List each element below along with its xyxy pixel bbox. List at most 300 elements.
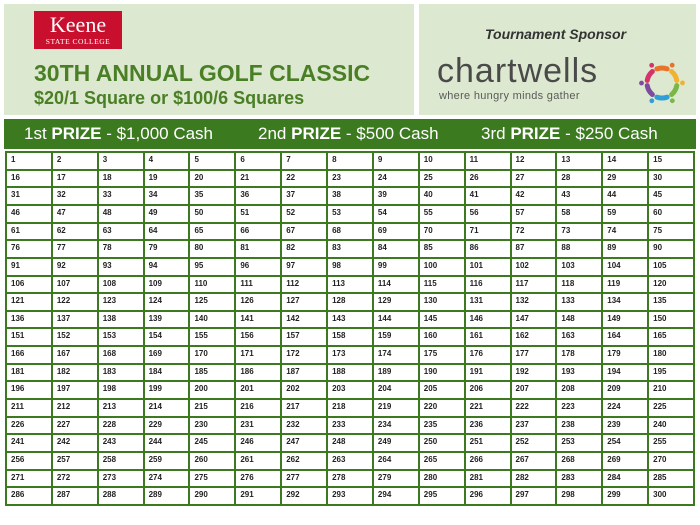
grid-square: 299 bbox=[602, 487, 648, 505]
grid-square: 27 bbox=[511, 170, 557, 188]
grid-square: 115 bbox=[419, 276, 465, 294]
grid-square: 126 bbox=[235, 293, 281, 311]
grid-square: 220 bbox=[419, 399, 465, 417]
grid-square: 142 bbox=[281, 311, 327, 329]
grid-square: 103 bbox=[556, 258, 602, 276]
grid-square: 135 bbox=[648, 293, 694, 311]
grid-square: 90 bbox=[648, 240, 694, 258]
grid-square: 97 bbox=[281, 258, 327, 276]
prize-word: PRIZE bbox=[51, 124, 102, 143]
grid-square: 56 bbox=[465, 205, 511, 223]
grid-square: 80 bbox=[189, 240, 235, 258]
grid-square: 178 bbox=[556, 346, 602, 364]
grid-square: 288 bbox=[98, 487, 144, 505]
grid-square: 161 bbox=[465, 328, 511, 346]
grid-square: 273 bbox=[98, 470, 144, 488]
grid-square: 128 bbox=[327, 293, 373, 311]
grid-square: 83 bbox=[327, 240, 373, 258]
grid-square: 201 bbox=[235, 381, 281, 399]
grid-square: 164 bbox=[602, 328, 648, 346]
grid-square: 99 bbox=[373, 258, 419, 276]
grid-square: 54 bbox=[373, 205, 419, 223]
grid-square: 202 bbox=[281, 381, 327, 399]
grid-square: 38 bbox=[327, 187, 373, 205]
grid-square: 148 bbox=[556, 311, 602, 329]
grid-square: 180 bbox=[648, 346, 694, 364]
sponsor-panel bbox=[419, 4, 696, 115]
grid-square: 76 bbox=[6, 240, 52, 258]
grid-square: 69 bbox=[373, 223, 419, 241]
grid-square: 100 bbox=[419, 258, 465, 276]
grid-square: 109 bbox=[144, 276, 190, 294]
grid-square: 110 bbox=[189, 276, 235, 294]
grid-square: 66 bbox=[235, 223, 281, 241]
grid-square: 257 bbox=[52, 452, 98, 470]
grid-square: 187 bbox=[281, 364, 327, 382]
grid-square: 269 bbox=[602, 452, 648, 470]
grid-square: 224 bbox=[602, 399, 648, 417]
grid-square: 160 bbox=[419, 328, 465, 346]
grid-square: 91 bbox=[6, 258, 52, 276]
sponsor-brand: chartwells bbox=[437, 52, 599, 90]
grid-square: 240 bbox=[648, 417, 694, 435]
grid-square: 49 bbox=[144, 205, 190, 223]
grid-square: 70 bbox=[419, 223, 465, 241]
grid-square: 166 bbox=[6, 346, 52, 364]
grid-square: 217 bbox=[281, 399, 327, 417]
grid-square: 114 bbox=[373, 276, 419, 294]
grid-square: 92 bbox=[52, 258, 98, 276]
header-panel bbox=[4, 4, 414, 115]
grid-square: 283 bbox=[556, 470, 602, 488]
grid-square: 47 bbox=[52, 205, 98, 223]
emblem-dot bbox=[670, 63, 675, 68]
grid-square: 137 bbox=[52, 311, 98, 329]
grid-square: 186 bbox=[235, 364, 281, 382]
grid-square: 197 bbox=[52, 381, 98, 399]
grid-square: 41 bbox=[465, 187, 511, 205]
prize-first bbox=[24, 124, 213, 144]
grid-square: 6 bbox=[235, 152, 281, 170]
grid-square: 26 bbox=[465, 170, 511, 188]
grid-square: 181 bbox=[6, 364, 52, 382]
grid-square: 258 bbox=[98, 452, 144, 470]
grid-square: 229 bbox=[144, 417, 190, 435]
grid-square: 13 bbox=[556, 152, 602, 170]
grid-square: 193 bbox=[556, 364, 602, 382]
grid-square: 53 bbox=[327, 205, 373, 223]
grid-square: 107 bbox=[52, 276, 98, 294]
grid-square: 184 bbox=[144, 364, 190, 382]
grid-square: 118 bbox=[556, 276, 602, 294]
grid-square: 52 bbox=[281, 205, 327, 223]
grid-square: 61 bbox=[6, 223, 52, 241]
prize-amount: - $500 Cash bbox=[345, 124, 439, 143]
grid-square: 3 bbox=[98, 152, 144, 170]
grid-square: 163 bbox=[556, 328, 602, 346]
grid-square: 106 bbox=[6, 276, 52, 294]
grid-square: 169 bbox=[144, 346, 190, 364]
grid-square: 125 bbox=[189, 293, 235, 311]
grid-square: 96 bbox=[235, 258, 281, 276]
grid-square: 2 bbox=[52, 152, 98, 170]
grid-square: 20 bbox=[189, 170, 235, 188]
grid-square: 228 bbox=[98, 417, 144, 435]
grid-square: 260 bbox=[189, 452, 235, 470]
grid-square: 136 bbox=[6, 311, 52, 329]
grid-square: 86 bbox=[465, 240, 511, 258]
grid-square: 28 bbox=[556, 170, 602, 188]
grid-square: 9 bbox=[373, 152, 419, 170]
grid-square: 264 bbox=[373, 452, 419, 470]
grid-square: 119 bbox=[602, 276, 648, 294]
prize-bar bbox=[4, 119, 696, 149]
grid-square: 253 bbox=[556, 434, 602, 452]
logo-name: Keene bbox=[49, 12, 107, 37]
grid-square: 284 bbox=[602, 470, 648, 488]
grid-square: 105 bbox=[648, 258, 694, 276]
grid-square: 194 bbox=[602, 364, 648, 382]
square-grid bbox=[5, 151, 695, 506]
grid-square: 274 bbox=[144, 470, 190, 488]
grid-square: 265 bbox=[419, 452, 465, 470]
emblem-dot bbox=[649, 98, 654, 103]
grid-square: 45 bbox=[648, 187, 694, 205]
grid-square: 73 bbox=[556, 223, 602, 241]
grid-square: 147 bbox=[511, 311, 557, 329]
emblem-arc bbox=[647, 86, 652, 95]
grid-square: 79 bbox=[144, 240, 190, 258]
grid-square: 182 bbox=[52, 364, 98, 382]
prize-amount: - $1,000 Cash bbox=[106, 124, 214, 143]
grid-square: 153 bbox=[98, 328, 144, 346]
grid-square: 8 bbox=[327, 152, 373, 170]
grid-square: 207 bbox=[511, 381, 557, 399]
grid-square: 30 bbox=[648, 170, 694, 188]
grid-square: 154 bbox=[144, 328, 190, 346]
grid-square: 158 bbox=[327, 328, 373, 346]
grid-square: 21 bbox=[235, 170, 281, 188]
grid-square: 84 bbox=[373, 240, 419, 258]
grid-square: 145 bbox=[419, 311, 465, 329]
grid-square: 50 bbox=[189, 205, 235, 223]
grid-square: 15 bbox=[648, 152, 694, 170]
grid-square: 286 bbox=[6, 487, 52, 505]
prize-place: 2nd bbox=[258, 124, 287, 143]
grid-square: 165 bbox=[648, 328, 694, 346]
grid-square: 168 bbox=[98, 346, 144, 364]
grid-square: 149 bbox=[602, 311, 648, 329]
grid-square: 293 bbox=[327, 487, 373, 505]
prize-second bbox=[258, 124, 439, 144]
grid-square: 271 bbox=[6, 470, 52, 488]
grid-square: 42 bbox=[511, 187, 557, 205]
grid-square: 199 bbox=[144, 381, 190, 399]
grid-square: 276 bbox=[235, 470, 281, 488]
grid-square: 192 bbox=[511, 364, 557, 382]
grid-square: 16 bbox=[6, 170, 52, 188]
grid-square: 112 bbox=[281, 276, 327, 294]
prize-amount: - $250 Cash bbox=[565, 124, 658, 143]
grid-square: 58 bbox=[556, 205, 602, 223]
grid-square: 296 bbox=[465, 487, 511, 505]
logo-subtitle: STATE COLLEGE bbox=[45, 37, 111, 46]
grid-square: 280 bbox=[419, 470, 465, 488]
grid-square: 5 bbox=[189, 152, 235, 170]
grid-square: 162 bbox=[511, 328, 557, 346]
grid-square: 22 bbox=[281, 170, 327, 188]
grid-square: 120 bbox=[648, 276, 694, 294]
grid-square: 289 bbox=[144, 487, 190, 505]
grid-square: 211 bbox=[6, 399, 52, 417]
grid-square: 255 bbox=[648, 434, 694, 452]
grid-square: 72 bbox=[511, 223, 557, 241]
grid-square: 238 bbox=[556, 417, 602, 435]
emblem-arc bbox=[657, 97, 667, 98]
grid-square: 190 bbox=[419, 364, 465, 382]
grid-square: 205 bbox=[419, 381, 465, 399]
grid-square: 247 bbox=[281, 434, 327, 452]
grid-square: 262 bbox=[281, 452, 327, 470]
grid-square: 278 bbox=[327, 470, 373, 488]
grid-square: 36 bbox=[235, 187, 281, 205]
grid-square: 134 bbox=[602, 293, 648, 311]
grid-square: 261 bbox=[235, 452, 281, 470]
grid-square: 98 bbox=[327, 258, 373, 276]
grid-square: 219 bbox=[373, 399, 419, 417]
grid-square: 141 bbox=[235, 311, 281, 329]
grid-square: 242 bbox=[52, 434, 98, 452]
grid-square: 157 bbox=[281, 328, 327, 346]
grid-square: 19 bbox=[144, 170, 190, 188]
grid-square: 252 bbox=[511, 434, 557, 452]
grid-square: 37 bbox=[281, 187, 327, 205]
grid-square: 290 bbox=[189, 487, 235, 505]
grid-square: 233 bbox=[327, 417, 373, 435]
grid-square: 51 bbox=[235, 205, 281, 223]
grid-square: 248 bbox=[327, 434, 373, 452]
grid-square: 222 bbox=[511, 399, 557, 417]
grid-square: 231 bbox=[235, 417, 281, 435]
grid-square: 138 bbox=[98, 311, 144, 329]
grid-square: 117 bbox=[511, 276, 557, 294]
grid-square: 131 bbox=[465, 293, 511, 311]
grid-square: 235 bbox=[419, 417, 465, 435]
grid-square: 173 bbox=[327, 346, 373, 364]
grid-square: 241 bbox=[6, 434, 52, 452]
chartwells-emblem-icon bbox=[639, 60, 685, 106]
grid-square: 174 bbox=[373, 346, 419, 364]
grid-square: 236 bbox=[465, 417, 511, 435]
grid-square: 195 bbox=[648, 364, 694, 382]
grid-square: 244 bbox=[144, 434, 190, 452]
emblem-dot bbox=[670, 98, 675, 103]
grid-square: 256 bbox=[6, 452, 52, 470]
grid-square: 124 bbox=[144, 293, 190, 311]
grid-square: 130 bbox=[419, 293, 465, 311]
grid-square: 31 bbox=[6, 187, 52, 205]
grid-square: 152 bbox=[52, 328, 98, 346]
grid-square: 279 bbox=[373, 470, 419, 488]
grid-square: 267 bbox=[511, 452, 557, 470]
grid-square: 218 bbox=[327, 399, 373, 417]
grid-square: 250 bbox=[419, 434, 465, 452]
grid-square: 300 bbox=[648, 487, 694, 505]
grid-square: 59 bbox=[602, 205, 648, 223]
grid-square: 78 bbox=[98, 240, 144, 258]
grid-square: 95 bbox=[189, 258, 235, 276]
grid-square: 249 bbox=[373, 434, 419, 452]
grid-square: 191 bbox=[465, 364, 511, 382]
keene-state-logo bbox=[34, 11, 122, 49]
grid-square: 77 bbox=[52, 240, 98, 258]
grid-square: 254 bbox=[602, 434, 648, 452]
grid-square: 230 bbox=[189, 417, 235, 435]
grid-square: 232 bbox=[281, 417, 327, 435]
grid-square: 81 bbox=[235, 240, 281, 258]
grid-square: 223 bbox=[556, 399, 602, 417]
grid-square: 133 bbox=[556, 293, 602, 311]
grid-square: 10 bbox=[419, 152, 465, 170]
grid-square: 225 bbox=[648, 399, 694, 417]
grid-square: 12 bbox=[511, 152, 557, 170]
event-title: 30TH ANNUAL GOLF CLASSIC bbox=[34, 60, 371, 86]
grid-square: 237 bbox=[511, 417, 557, 435]
grid-square: 29 bbox=[602, 170, 648, 188]
grid-square: 234 bbox=[373, 417, 419, 435]
grid-square: 18 bbox=[98, 170, 144, 188]
grid-square: 263 bbox=[327, 452, 373, 470]
prize-word: PRIZE bbox=[510, 124, 561, 143]
grid-square: 239 bbox=[602, 417, 648, 435]
grid-square: 210 bbox=[648, 381, 694, 399]
emblem-dot bbox=[680, 81, 685, 86]
grid-square: 270 bbox=[648, 452, 694, 470]
grid-square: 62 bbox=[52, 223, 98, 241]
grid-square: 291 bbox=[235, 487, 281, 505]
prize-word: PRIZE bbox=[291, 124, 342, 143]
grid-square: 243 bbox=[98, 434, 144, 452]
grid-square: 65 bbox=[189, 223, 235, 241]
grid-square: 227 bbox=[52, 417, 98, 435]
grid-square: 55 bbox=[419, 205, 465, 223]
grid-square: 179 bbox=[602, 346, 648, 364]
grid-square: 146 bbox=[465, 311, 511, 329]
grid-square: 204 bbox=[373, 381, 419, 399]
emblem-dot bbox=[639, 81, 644, 86]
grid-square: 282 bbox=[511, 470, 557, 488]
grid-square: 89 bbox=[602, 240, 648, 258]
grid-square: 14 bbox=[602, 152, 648, 170]
grid-square: 4 bbox=[144, 152, 190, 170]
grid-square: 275 bbox=[189, 470, 235, 488]
grid-square: 127 bbox=[281, 293, 327, 311]
emblem-arc bbox=[657, 68, 667, 69]
grid-square: 43 bbox=[556, 187, 602, 205]
grid-square: 121 bbox=[6, 293, 52, 311]
grid-square: 129 bbox=[373, 293, 419, 311]
price-subtitle: $20/1 Square or $100/6 Squares bbox=[34, 88, 305, 108]
grid-square: 82 bbox=[281, 240, 327, 258]
grid-square: 75 bbox=[648, 223, 694, 241]
grid-square: 151 bbox=[6, 328, 52, 346]
grid-square: 216 bbox=[235, 399, 281, 417]
grid-square: 150 bbox=[648, 311, 694, 329]
grid-square: 102 bbox=[511, 258, 557, 276]
grid-square: 177 bbox=[511, 346, 557, 364]
grid-square: 40 bbox=[419, 187, 465, 205]
grid-square: 175 bbox=[419, 346, 465, 364]
grid-square: 221 bbox=[465, 399, 511, 417]
grid-square: 139 bbox=[144, 311, 190, 329]
grid-square: 68 bbox=[327, 223, 373, 241]
grid-square: 87 bbox=[511, 240, 557, 258]
grid-square: 116 bbox=[465, 276, 511, 294]
grid-square: 170 bbox=[189, 346, 235, 364]
grid-square: 226 bbox=[6, 417, 52, 435]
grid-square: 57 bbox=[511, 205, 557, 223]
grid-square: 144 bbox=[373, 311, 419, 329]
grid-square: 23 bbox=[327, 170, 373, 188]
prize-place: 1st bbox=[24, 124, 47, 143]
grid-square: 64 bbox=[144, 223, 190, 241]
grid-square: 281 bbox=[465, 470, 511, 488]
grid-square: 215 bbox=[189, 399, 235, 417]
grid-square: 123 bbox=[98, 293, 144, 311]
grid-square: 17 bbox=[52, 170, 98, 188]
grid-square: 60 bbox=[648, 205, 694, 223]
grid-square: 74 bbox=[602, 223, 648, 241]
grid-square: 287 bbox=[52, 487, 98, 505]
grid-square: 246 bbox=[235, 434, 281, 452]
grid-square: 183 bbox=[98, 364, 144, 382]
grid-square: 44 bbox=[602, 187, 648, 205]
grid-square: 1 bbox=[6, 152, 52, 170]
grid-square: 34 bbox=[144, 187, 190, 205]
grid-square: 93 bbox=[98, 258, 144, 276]
grid-square: 206 bbox=[465, 381, 511, 399]
grid-square: 122 bbox=[52, 293, 98, 311]
grid-square: 298 bbox=[556, 487, 602, 505]
grid-square: 209 bbox=[602, 381, 648, 399]
grid-square: 259 bbox=[144, 452, 190, 470]
grid-square: 24 bbox=[373, 170, 419, 188]
grid-square: 159 bbox=[373, 328, 419, 346]
grid-square: 285 bbox=[648, 470, 694, 488]
grid-square: 132 bbox=[511, 293, 557, 311]
grid-square: 245 bbox=[189, 434, 235, 452]
grid-square: 143 bbox=[327, 311, 373, 329]
grid-square: 198 bbox=[98, 381, 144, 399]
grid-square: 188 bbox=[327, 364, 373, 382]
grid-square: 39 bbox=[373, 187, 419, 205]
grid-square: 104 bbox=[602, 258, 648, 276]
grid-square: 33 bbox=[98, 187, 144, 205]
grid-square: 46 bbox=[6, 205, 52, 223]
grid-square: 189 bbox=[373, 364, 419, 382]
grid-square: 7 bbox=[281, 152, 327, 170]
grid-square: 208 bbox=[556, 381, 602, 399]
grid-square: 200 bbox=[189, 381, 235, 399]
grid-square: 214 bbox=[144, 399, 190, 417]
grid-square: 108 bbox=[98, 276, 144, 294]
grid-square: 88 bbox=[556, 240, 602, 258]
grid-square: 297 bbox=[511, 487, 557, 505]
grid-square: 266 bbox=[465, 452, 511, 470]
emblem-arc bbox=[647, 72, 652, 81]
grid-square: 167 bbox=[52, 346, 98, 364]
grid-square: 48 bbox=[98, 205, 144, 223]
